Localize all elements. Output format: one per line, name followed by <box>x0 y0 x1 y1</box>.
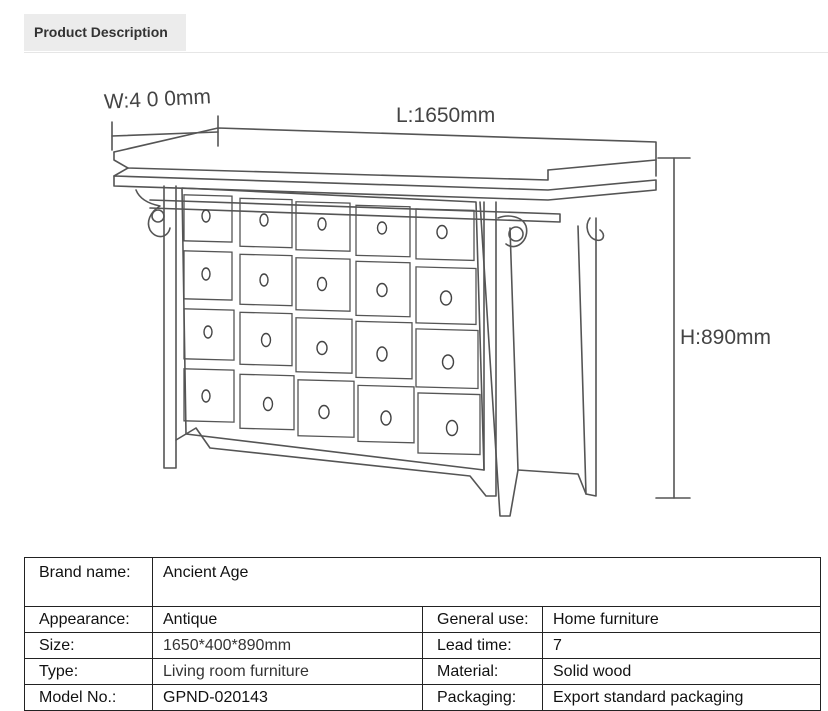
cabinet-drawing <box>0 70 828 540</box>
type-label: Type: <box>25 659 153 685</box>
appearance-label: Appearance: <box>25 607 153 633</box>
tab-bar <box>24 14 828 53</box>
table-row <box>25 633 821 659</box>
material-label: Material: <box>423 659 543 685</box>
table-row <box>25 685 821 711</box>
table-row <box>25 558 821 607</box>
table-row <box>25 607 821 633</box>
general-use-label: General use: <box>423 607 543 633</box>
material-value: Solid wood <box>543 659 821 685</box>
general-use-value: Home furniture <box>543 607 821 633</box>
appearance-value: Antique <box>153 607 423 633</box>
size-label: Size: <box>25 633 153 659</box>
length-dimension-label: L:1650mm <box>396 104 496 127</box>
width-dimension-label: W:4 0 0mm <box>103 85 212 114</box>
size-value: 1650*400*890mm <box>153 633 423 659</box>
lead-time-value: 7 <box>543 633 821 659</box>
height-dimension-label: H:890mm <box>680 326 772 349</box>
packaging-label: Packaging: <box>423 685 543 711</box>
model-no-value: GPND-020143 <box>153 685 423 711</box>
model-no-label: Model No.: <box>25 685 153 711</box>
specs-table <box>24 557 821 711</box>
packaging-value: Export standard packaging <box>543 685 821 711</box>
table-row <box>25 659 821 685</box>
brand-label: Brand name: <box>25 558 153 607</box>
lead-time-label: Lead time: <box>423 633 543 659</box>
type-value: Living room furniture <box>153 659 423 685</box>
brand-value: Ancient Age <box>153 558 821 607</box>
tab-product-description[interactable]: Product Description <box>24 14 186 51</box>
